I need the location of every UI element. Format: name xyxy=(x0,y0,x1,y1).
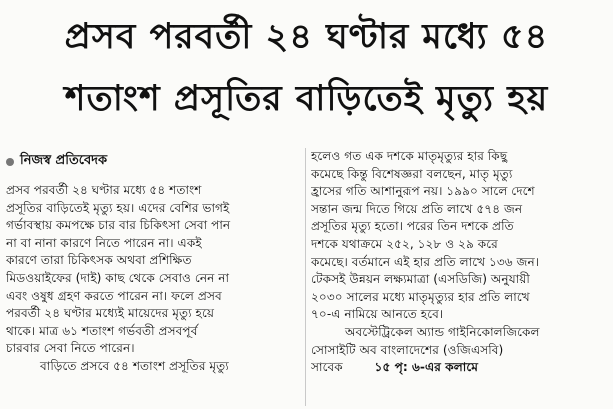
column-divider xyxy=(305,148,306,406)
body-line: হলেও গত এক দশকে মাতৃমৃত্যুর হার কিছু xyxy=(311,149,508,163)
body-line: টেকসই উন্নয়ন লক্ষ্যমাত্রা (এসডিজি) অনুযায়ী xyxy=(311,272,530,287)
body-line: চারবার সেবা নিতে পারেন। xyxy=(6,341,135,356)
body-line: কমেছে কিন্তু বিশেষজ্ঞরা বলছেন, মাতৃ মৃত্যু xyxy=(311,166,513,181)
byline xyxy=(6,151,107,172)
body-line: প্রসব পরবর্তী ২৪ ঘণ্টার মধ্যে ৫৪ শতাংশ xyxy=(6,183,202,197)
body-line: থাকে। মাত্র ৬১ শতাংশ গর্ভবতী প্রসবপূর্ব xyxy=(6,323,198,338)
byline-text: নিজস্ব প্রতিবেদক xyxy=(20,153,108,168)
body-line: কমেছে। বর্তমানে এই হার প্রতি লাখে ১৩৬ জন। xyxy=(311,254,540,269)
body-line: প্রসূতির বাড়িতেই মৃত্যু হয়। এদের বেশির ভাগই xyxy=(6,200,230,215)
continuation-note[interactable]: ১৫ পৃ: ৬-এর কলামে xyxy=(374,360,479,375)
headline-line-2: শতাংশ প্রসূতির বাড়িতেই মৃত্যু হয় xyxy=(64,79,549,119)
article-column-2 xyxy=(311,148,607,377)
bullet-icon xyxy=(6,158,14,166)
body-line: না বা নানা কারণে নিতে পারেন না। একই xyxy=(6,235,202,250)
body-line: মিডওয়াইফের (দাই) কাছ থেকে সেবাও নেন না xyxy=(6,270,230,285)
body-line: গর্ভাবস্থায় কমপক্ষে চার বার চিকিৎসা সেবা পান xyxy=(6,218,231,233)
body-line: বাড়িতে প্রসবে ৫৪ শতাংশ প্রসূতির মৃত্যু xyxy=(40,358,229,373)
body-line: ৭০-এ নামিয়ে আনতে হবে। xyxy=(311,307,444,322)
body-line: দশকে যথাক্রমে ২৫২, ১২৮ ও ২৯ করে xyxy=(311,236,498,251)
headline-line-1: প্রসব পরবর্তী ২৪ ঘণ্টার মধ্যে ৫৪ xyxy=(64,17,549,57)
body-line: হ্রাসের গতি আশানুরূপ নয়। ১৯৯০ সালে দেশে xyxy=(311,184,535,199)
body-line: সোসাইটি অব বাংলাদেশের (ওজিএসবি) xyxy=(311,342,504,357)
body-line: কারণে তারা চিকিৎসক অথবা প্রশিক্ষিত xyxy=(6,253,192,268)
body-line: ২০৩০ সালের মধ্যে মাতৃমৃত্যুর হার প্রতি লাখে xyxy=(311,289,530,304)
body-line: অবস্টেট্রিকেল অ্যান্ড গাইনিকোলজিকেল xyxy=(345,324,540,339)
body-line: এবং ওষুধ গ্রহণ করতে পারেন না। ফলে প্রসব xyxy=(6,288,222,303)
body-line-last xyxy=(311,359,607,377)
article-column-1 xyxy=(6,182,302,376)
body-line: সন্তান জন্ম দিতে গিয়ে প্রতি লাখে ৫৭৪ জন xyxy=(311,201,523,216)
body-line: প্রসূতির মৃত্যু হতো। পরের তিন দশকে প্রতি xyxy=(311,219,514,234)
body-line: পরবর্তী ২৪ ঘণ্টার মধ্যেই মায়েদের মৃত্যু হয়ে xyxy=(6,306,215,321)
body-text: সাবেক xyxy=(311,360,343,375)
